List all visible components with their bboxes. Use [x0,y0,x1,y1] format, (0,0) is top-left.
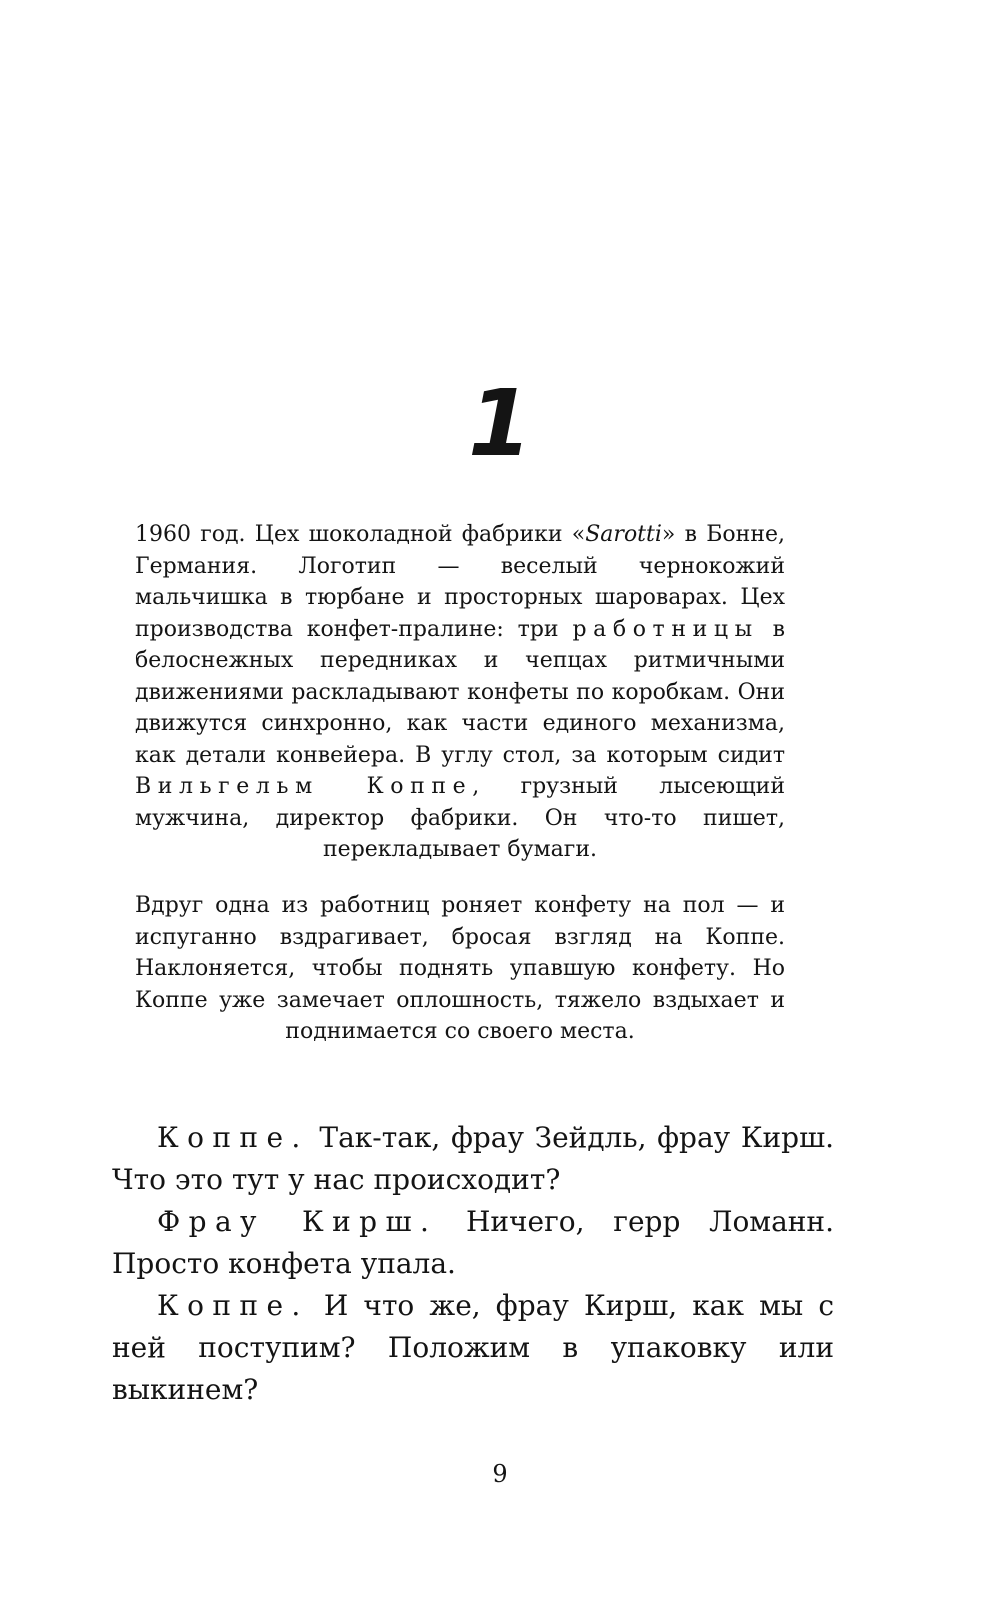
stage-direction-1 [135,519,785,866]
brand-name: Sarotti [585,522,662,547]
speaker-name: Коппе. [157,1289,309,1322]
stage-direction-text: , грузный лысеющий мужчина, директор фабрики. Он что-то пишет, перекладывает бумаги. [135,774,785,862]
dialogue-line-3 [112,1285,834,1411]
dialogue-text: Ничего, герр Ломанн. Просто конфета упала. [112,1205,834,1280]
page-number: 9 [492,1460,508,1488]
dialogue-line-2 [112,1201,834,1285]
character-name-koppe: Вильгельм Коппе [135,774,473,799]
dialogue-line-1 [112,1117,834,1201]
dialogue-text: Так-так, фрау Зейдль, фрау Кирш. Что это тут у нас происходит? [112,1121,834,1196]
chapter-number: 1 [467,370,532,477]
speaker-name: Коппе. [157,1121,309,1154]
dialogue-text: И что же, фрау Кирш, как мы с ней поступим? Положим в упаковку или выкинем? [112,1289,834,1406]
stage-direction-text: в белоснежных передниках и чепцах ритмичными движениями раскладывают конфеты по коробкам. Они движутся синхронно, как части единого механизма, как детали конвейера. В углу стол, за которым сидит [135,616,785,768]
speaker-name: Фрау Кирш. [157,1205,438,1238]
character-name-workers: работницы [572,616,759,642]
stage-direction-2: Вдруг одна из работниц роняет конфету на пол — и испуганно вздрагивает, бросая взгляд на Коппе. Наклоняется, чтобы поднять упавшую конфету. Но Коппе уже замечает оплошность, тяжело вздыхает и поднимается со своего места. [135,893,785,1044]
stage-direction-text: 1960 год. Цех шоколадной фабрики « [135,522,586,547]
stage-direction-text: » в Бонне, Германия. Логотип — веселый чернокожий мальчишка в тюрбане и просторных шароварах. Цех производства конфет-пралине: три [135,522,785,642]
